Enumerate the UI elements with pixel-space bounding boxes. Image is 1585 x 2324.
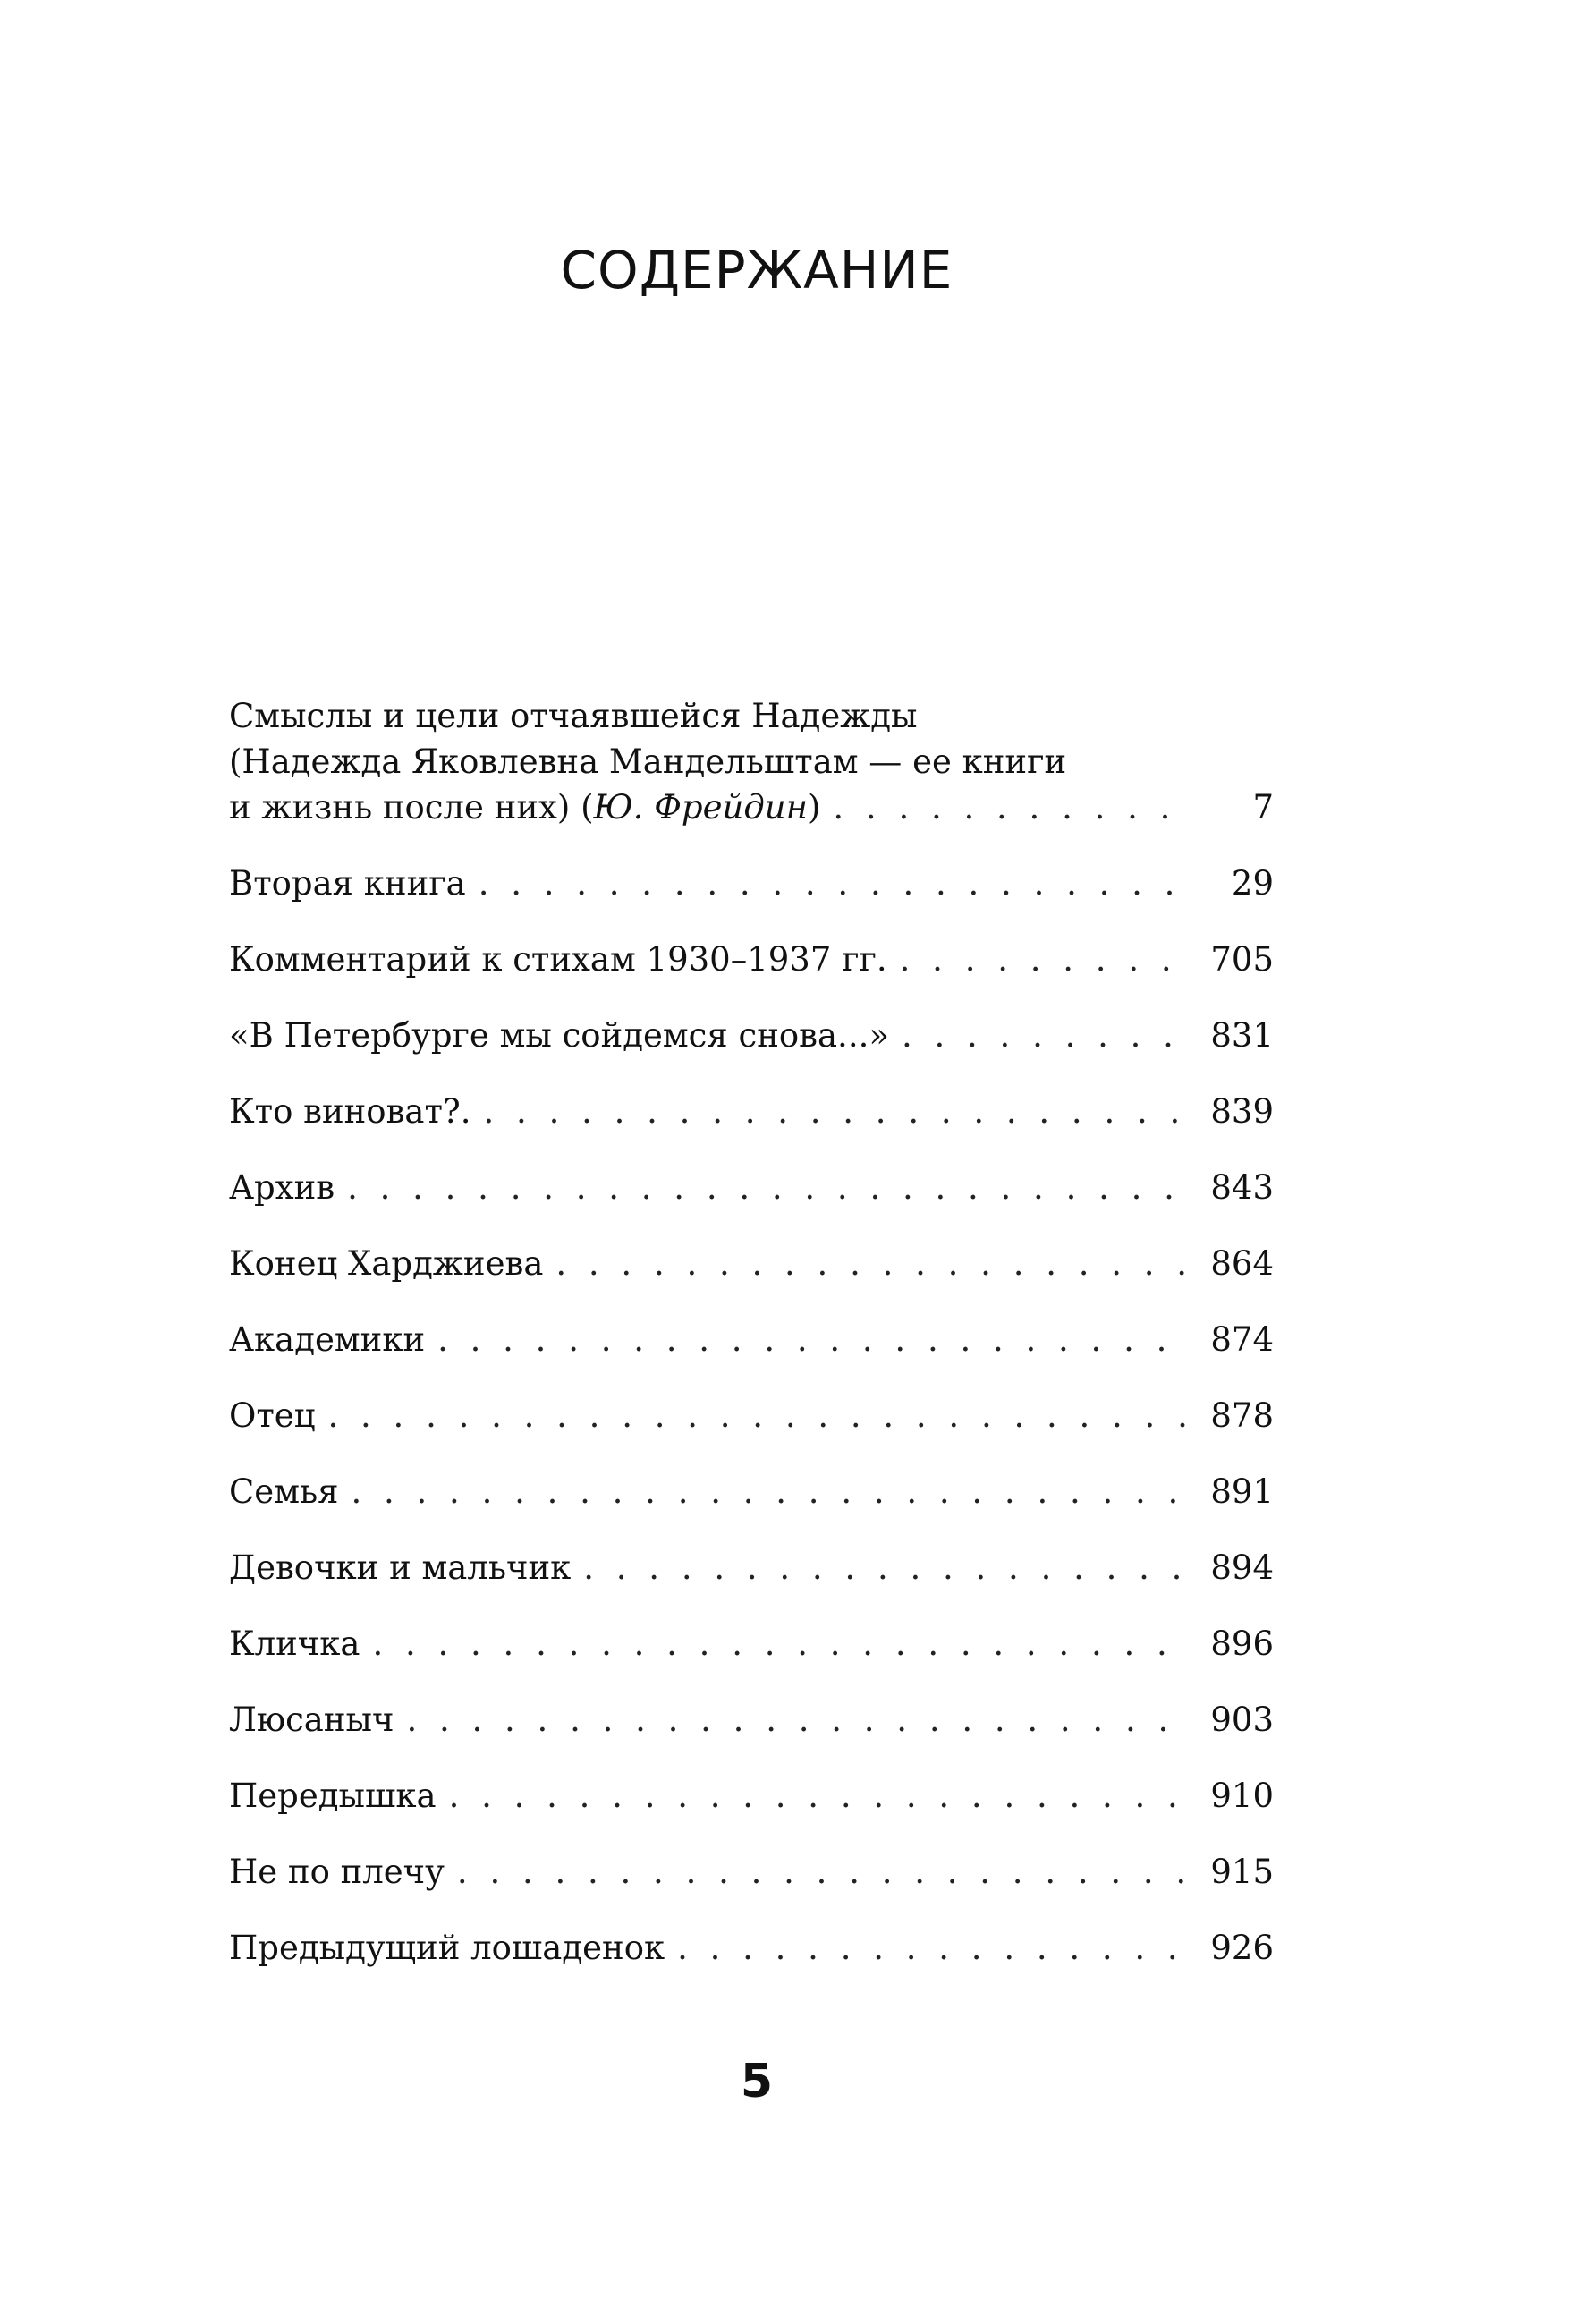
- dot-leader: [457, 1849, 1190, 1895]
- toc-page-number: 878: [1210, 1396, 1274, 1435]
- toc-page-number: 839: [1210, 1092, 1274, 1131]
- toc-entry-title: Люсаныч: [229, 1701, 394, 1739]
- toc-entry[interactable]: [229, 1165, 1274, 1210]
- toc-entry-title: Кто виноват?.: [229, 1092, 471, 1131]
- toc-entry-title-line: [229, 785, 820, 830]
- toc-page-number: 910: [1210, 1777, 1274, 1815]
- toc-page-number: 843: [1210, 1168, 1274, 1207]
- dot-leader: [484, 1089, 1190, 1134]
- table-of-contents: [229, 693, 1274, 2001]
- toc-entry[interactable]: [229, 1469, 1274, 1514]
- toc-page-number: 7: [1252, 788, 1274, 827]
- toc-page-number: 894: [1210, 1548, 1274, 1587]
- toc-entry-title-line: Смыслы и цели отчаявшейся Надежды: [229, 697, 918, 735]
- dot-leader: [347, 1165, 1190, 1210]
- dot-leader: [351, 1469, 1190, 1514]
- dot-leader: [372, 1621, 1190, 1667]
- toc-entry-title: Конец Харджиева: [229, 1244, 544, 1283]
- toc-entry[interactable]: [229, 1621, 1274, 1667]
- toc-entry-title: Кличка: [229, 1624, 360, 1663]
- toc-page-number: 874: [1210, 1320, 1274, 1359]
- toc-page-number: 903: [1210, 1701, 1274, 1739]
- toc-entry[interactable]: [229, 1241, 1274, 1286]
- toc-entry[interactable]: [229, 937, 1274, 982]
- dot-leader: [583, 1545, 1190, 1590]
- dot-leader: [449, 1773, 1190, 1819]
- toc-entry[interactable]: [229, 1773, 1274, 1819]
- toc-entry[interactable]: [229, 693, 1274, 830]
- toc-page-number: 896: [1210, 1624, 1274, 1663]
- toc-entry-title: Комментарий к стихам 1930–1937 гг.: [229, 940, 887, 979]
- dot-leader: [328, 1393, 1191, 1438]
- toc-entry-author: Ю. Фрейдин: [593, 788, 808, 827]
- toc-entry[interactable]: [229, 861, 1274, 906]
- toc-entry-title: «В Петербурге мы сойдемся снова...»: [229, 1016, 889, 1055]
- toc-entry[interactable]: [229, 1013, 1274, 1058]
- toc-page-number: 29: [1231, 864, 1274, 903]
- toc-page-number: 926: [1210, 1929, 1274, 1967]
- toc-entry-title: Предыдущий лошаденок: [229, 1929, 665, 1967]
- toc-entry-text: ): [807, 788, 821, 827]
- toc-page-number: 915: [1210, 1853, 1274, 1891]
- dot-leader: [555, 1241, 1190, 1286]
- dot-leader: [833, 785, 1190, 830]
- toc-entry[interactable]: [229, 1089, 1274, 1134]
- toc-entry-title: Девочки и мальчик: [229, 1548, 572, 1587]
- toc-entry-title: Архив: [229, 1168, 335, 1207]
- dot-leader: [677, 1925, 1190, 1971]
- toc-entry[interactable]: [229, 1925, 1274, 1971]
- dot-leader: [902, 1013, 1190, 1058]
- toc-entry-title-line: (Надежда Яковлевна Мандельштам — ее книги: [229, 742, 1067, 781]
- toc-entry-title: Академики: [229, 1320, 426, 1359]
- toc-entry[interactable]: [229, 1393, 1274, 1438]
- toc-entry-title: Вторая книга: [229, 864, 466, 903]
- toc-page-number: 891: [1210, 1472, 1274, 1511]
- toc-entry-text: и жизнь после них) (: [229, 788, 594, 827]
- page-title: СОДЕРЖАНИЕ: [560, 240, 954, 301]
- toc-page-number: 864: [1210, 1244, 1274, 1283]
- toc-page-number: 705: [1210, 940, 1274, 979]
- toc-entry[interactable]: [229, 1317, 1274, 1362]
- toc-entry-title: Не по плечу: [229, 1853, 445, 1891]
- toc-entry[interactable]: [229, 1697, 1274, 1743]
- toc-entry-title: Передышка: [229, 1777, 437, 1815]
- toc-entry[interactable]: [229, 1545, 1274, 1590]
- toc-entry[interactable]: [229, 1849, 1274, 1895]
- dot-leader: [437, 1317, 1190, 1362]
- dot-leader: [406, 1697, 1190, 1743]
- toc-entry-title: Семья: [229, 1472, 339, 1511]
- toc-entry-title: Отец: [229, 1396, 316, 1435]
- page-number: 5: [740, 2055, 774, 2108]
- dot-leader: [479, 861, 1190, 906]
- dot-leader: [900, 937, 1190, 982]
- toc-page-number: 831: [1210, 1016, 1274, 1055]
